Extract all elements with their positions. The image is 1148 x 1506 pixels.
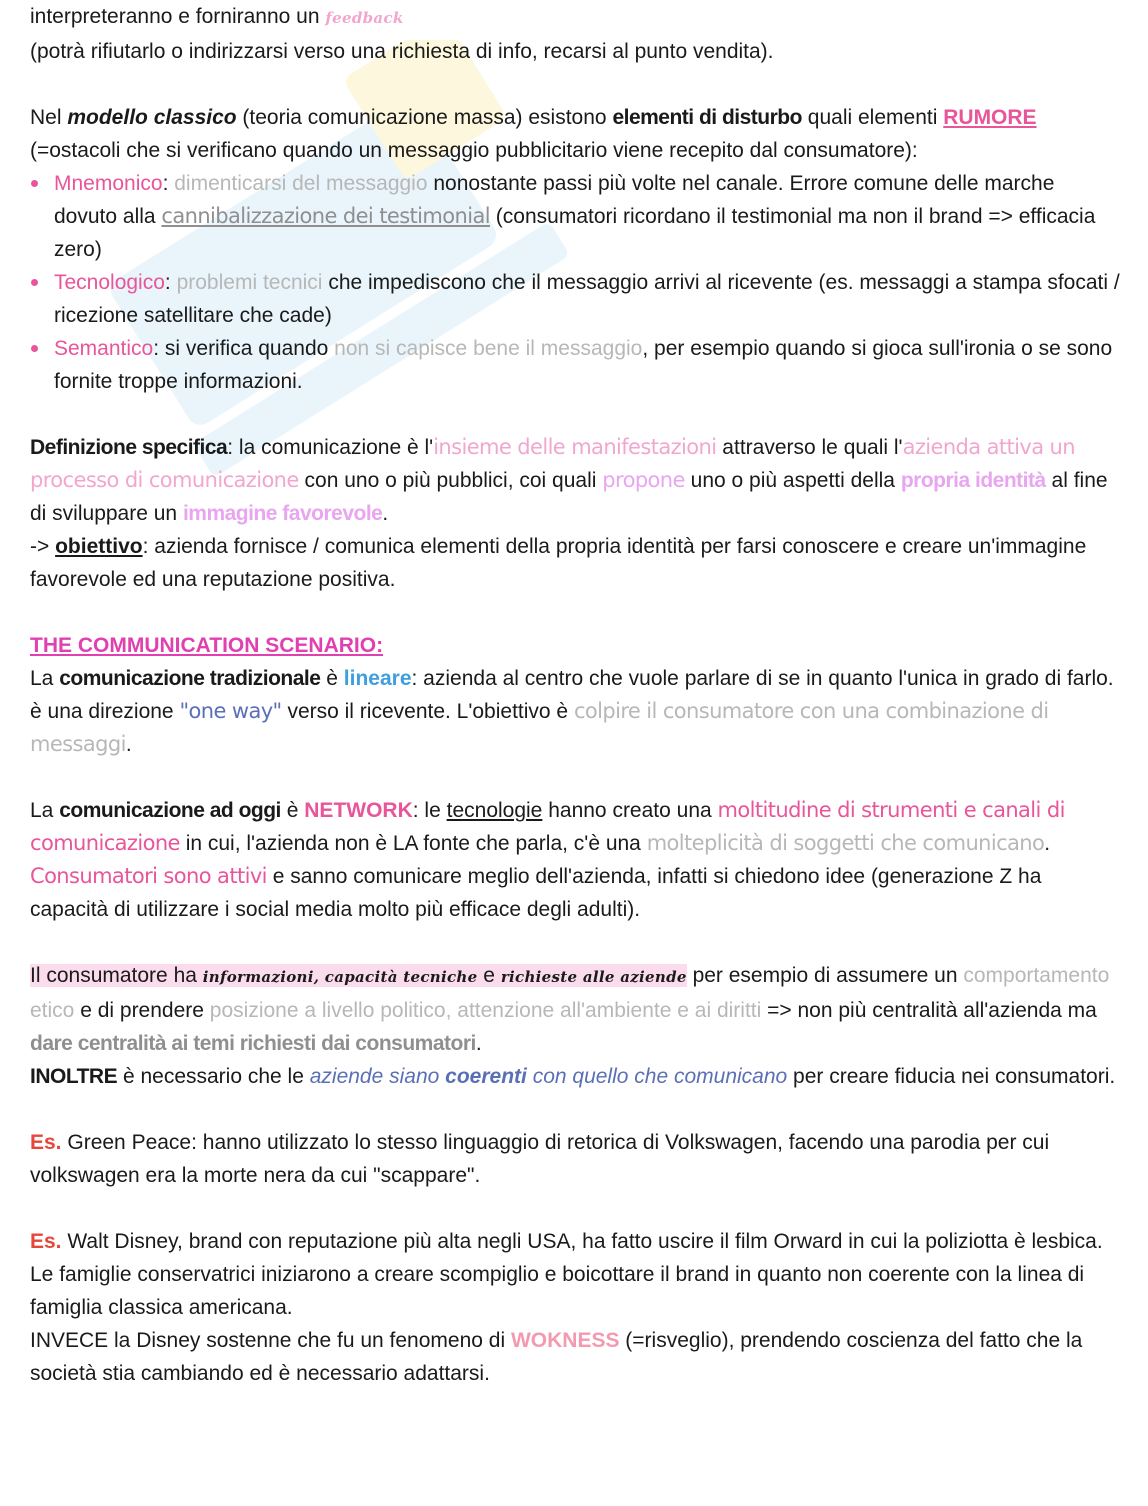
inoltre-paragraph <box>30 1060 1122 1093</box>
item-label: Tecnologico <box>54 271 165 294</box>
noise-list <box>30 167 1122 398</box>
text: verso il ricevente. L'obiettivo è <box>281 700 574 723</box>
text: Green Peace: hanno utilizzato lo stesso linguaggio di retorica di Volkswagen, facendo una parodia per cui volkswagen era la morte nera da cui "scappare". <box>30 1131 1050 1187</box>
text: nonostante passi più volte nel canale. Errore comune delle marche dovuto alla <box>54 172 1055 228</box>
today-term: comunicazione ad oggi <box>59 799 281 822</box>
highlight: con quello che comunicano <box>526 1065 788 1088</box>
consumer-paragraph <box>30 959 1122 1060</box>
highlight: immagine favorevole <box>182 502 383 525</box>
disturbance-term: elementi di disturbo <box>612 106 802 129</box>
text: Il consumatore ha <box>30 964 203 987</box>
item-grey: problemi tecnici <box>176 271 323 294</box>
intro-text: interpreteranno e forniranno un <box>30 5 326 28</box>
text: attraverso le quali l' <box>716 436 903 459</box>
item-grey: dimenticarsi del messaggio <box>174 172 428 195</box>
text: . <box>382 502 389 525</box>
text: e sanno comunicare meglio dell'azienda, infatti si chiedono idee (generazione Z ha capacità di utilizzare i social media molto più efficace degli adulti). <box>30 865 1042 921</box>
text: : azienda al centro che vuole parlare di se in quanto l'unica in grado di farlo. è una direzione <box>30 667 1114 723</box>
text: Walt Disney, brand con reputazione più alta negli USA, ha fatto uscire il film Orward in cui la poliziotta è lesbica. Le famiglie conservatrici iniziarono a creare scompiglio e boicottare il brand in quanto non coerente con la linea di famiglia classica americana. <box>30 1230 1103 1319</box>
network-term: NETWORK <box>304 799 413 822</box>
text: : <box>164 271 177 294</box>
text: è <box>320 667 344 690</box>
item-label: Semantico <box>54 337 154 360</box>
intro-line-2: (potrà rifiutarlo o indirizzarsi verso una richiesta di info, recarsi al punto vendita). <box>30 40 774 63</box>
text: , per esempio quando si gioca sull'ironia o se sono fornite troppe informazioni. <box>54 337 1113 393</box>
script-term: richieste alle aziende <box>500 968 687 986</box>
classic-model-paragraph <box>30 101 1122 167</box>
text: Nel <box>30 106 68 129</box>
text: e <box>477 964 501 987</box>
list-item <box>30 167 1122 266</box>
example-disney <box>30 1225 1122 1324</box>
traditional-paragraph <box>30 662 1122 761</box>
highlight: propria identità <box>900 469 1046 492</box>
highlight: insieme delle manifestazioni <box>433 435 717 459</box>
wokness-term: WOKNESS <box>510 1329 620 1352</box>
today-paragraph <box>30 794 1122 926</box>
definition-paragraph <box>30 431 1122 530</box>
text: in cui, l'azienda non è LA fonte che parla, c'è una <box>179 832 647 855</box>
example-greenpeace <box>30 1126 1122 1192</box>
text: : le <box>412 799 447 822</box>
section-heading <box>30 629 1122 662</box>
text: e di prendere <box>74 999 210 1022</box>
text: (=ostacoli che si verificano quando un messaggio pubblicitario viene recepito dal consumatore): <box>30 139 918 162</box>
text: (teoria comunicazione massa) esistono <box>236 106 613 129</box>
document-page <box>30 0 1122 1390</box>
scenario-heading: THE COMMUNICATION SCENARIO: <box>30 634 384 657</box>
definition-label: Definizione specifica <box>30 436 228 459</box>
highlight: posizione a livello politico, attenzione all'ambiente e ai diritti <box>209 999 762 1022</box>
traditional-term: comunicazione tradizionale <box>59 667 321 690</box>
highlight: aziende siano <box>309 1065 446 1088</box>
text: . <box>1044 832 1051 855</box>
text: La <box>30 667 60 690</box>
text: (=risveglio), prendendo coscienza del fatto che la società stia cambiando ed è necessario adattarsi. <box>30 1329 1083 1385</box>
intro-line-1 <box>30 0 1122 35</box>
highlight: propone <box>602 468 685 492</box>
rumore-term: RUMORE <box>943 106 1037 129</box>
item-label: Mnemonico <box>54 172 163 195</box>
text: . <box>475 1032 482 1055</box>
text: : la comunicazione è l' <box>227 436 434 459</box>
list-item <box>30 266 1122 332</box>
text: (consumatori ricordano il testimonial ma non il brand => efficacia zero) <box>54 205 1096 261</box>
text: con uno o più pubblici, coi quali <box>298 469 603 492</box>
text: per creare fiducia nei consumatori. <box>787 1065 1116 1088</box>
text: per esempio di assumere un <box>686 964 964 987</box>
example-label: Es. <box>30 1230 62 1253</box>
item-grey: non si capisce bene il messaggio <box>334 337 643 360</box>
script-term: informazioni, capacità tecniche <box>202 968 478 986</box>
text: : si verifica quando <box>153 337 335 360</box>
text: INVECE la Disney sostenne che fu un fenomeno di <box>30 1329 511 1352</box>
objective-paragraph <box>30 530 1122 596</box>
text: . <box>125 733 132 756</box>
highlight: Consumatori sono attivi <box>30 864 267 888</box>
text: è necessario che le <box>117 1065 310 1088</box>
highlight: azienda attiva un processo di comunicazione <box>30 435 1075 492</box>
text: uno o più aspetti della <box>684 469 901 492</box>
coerenti-term: coerenti <box>445 1065 527 1088</box>
lineare-term: lineare <box>343 667 412 690</box>
inoltre-term: INOLTRE <box>30 1065 118 1088</box>
list-item <box>30 332 1122 398</box>
example-label: Es. <box>30 1131 62 1154</box>
text: La <box>30 799 60 822</box>
text: : azienda fornisce / comunica elementi della propria identità per farsi conoscere e creare un'immagine favorevole ed una reputazione positiva. <box>30 535 1087 591</box>
one-way-term: "one way" <box>179 699 282 723</box>
highlight: moltitudine di strumenti e canali di comunicazione <box>30 798 1065 855</box>
highlight: colpire il consumatore con una combinazione di messaggi <box>30 699 1049 756</box>
cannibalization-term: cannibalizzazione dei testimonial <box>161 204 490 228</box>
highlight: molteplicità di soggetti che comunicano <box>646 831 1045 855</box>
text: che impediscono che il messaggio arrivi al ricevente (es. messaggi a stampa sfocati / ricezione satellitare che cade) <box>54 271 1120 327</box>
text: -> <box>30 535 56 558</box>
feedback-word: feedback <box>325 9 404 27</box>
text: quali elementi <box>801 106 938 129</box>
highlight: comportamento etico <box>30 964 1110 1022</box>
text: => non più centralità all'azienda ma <box>761 999 1097 1022</box>
classic-model-term: modello classico <box>67 106 237 129</box>
objective-label: obiettivo <box>55 535 143 558</box>
text: : <box>162 172 175 195</box>
text: è <box>280 799 305 822</box>
tecnologie-term: tecnologie <box>446 799 543 822</box>
invece-paragraph <box>30 1324 1122 1390</box>
highlight: dare centralità ai temi richiesti dai consumatori <box>30 1032 476 1055</box>
text: hanno creato una <box>542 799 718 822</box>
text: al fine di sviluppare un <box>30 469 1108 525</box>
